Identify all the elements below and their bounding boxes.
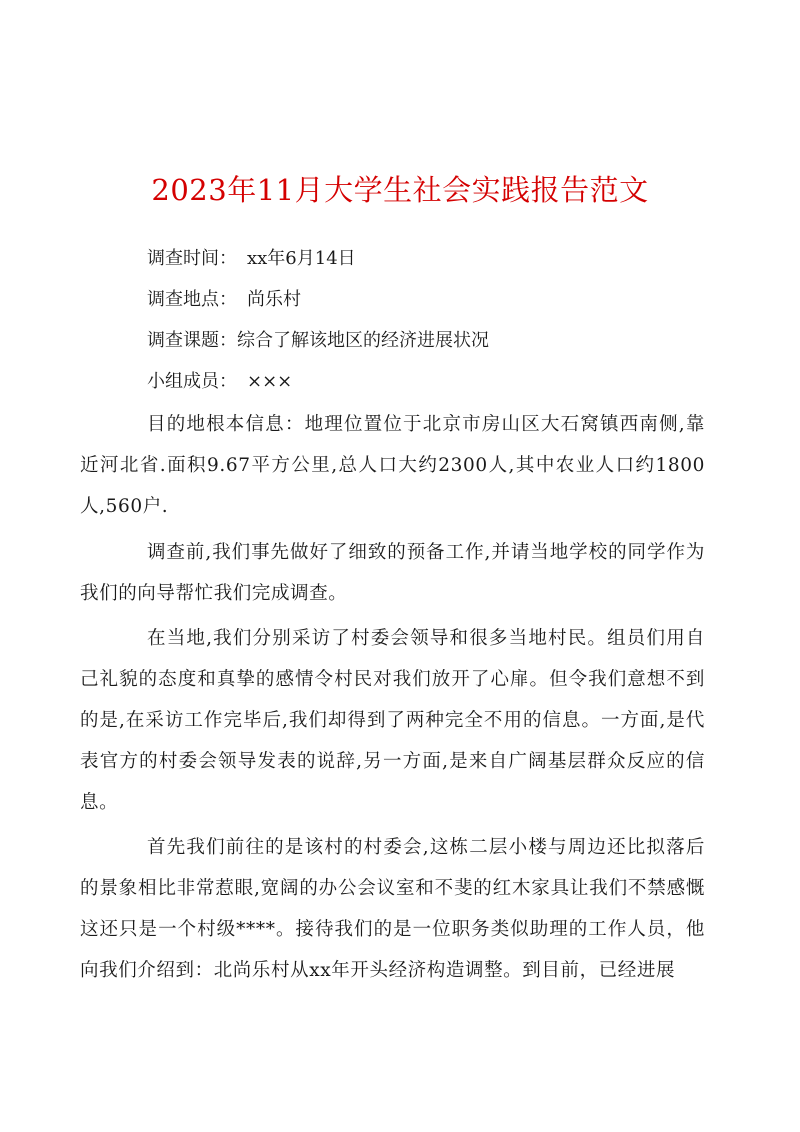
meta-place-label: 调查地点： (147, 289, 237, 310)
paragraph-location: 目的地根本信息：地理位置位于北京市房山区大石窝镇西南侧,靠近河北省.面积9.67平方公里,总人口大约2300人,其中农业人口约1800人,560户. (80, 414, 705, 517)
paragraph-village-committee: 首先我们前往的是该村的村委会,这栋二层小楼与周边还比拟落后的景象相比非常惹眼,宽阔的办公会议室和不斐的红木家具让我们不禁感慨这还只是一个村级****。接待我们的是一位职务类似助理的工作人员，他向我们介绍到：北尚乐村从xx年开头经济构造调整。到目前，已经进展 (80, 837, 705, 981)
meta-topic (147, 329, 489, 353)
meta-place (147, 288, 301, 312)
meta-time-label: 调查时间： (147, 248, 237, 269)
meta-members (147, 370, 292, 394)
meta-topic-label: 调查课题： (147, 330, 237, 351)
meta-topic-value: 综合了解该地区的经济进展状况 (237, 330, 489, 351)
meta-place-value: 尚乐村 (247, 289, 301, 310)
meta-time-value: xx年6月14日 (247, 248, 356, 269)
paragraph-preparation: 调查前,我们事先做好了细致的预备工作,并请当地学校的同学作为我们的向导帮忙我们完成调查。 (80, 542, 705, 604)
meta-members-label: 小组成员： (147, 371, 237, 392)
paragraph-interviews: 在当地,我们分别采访了村委会领导和很多当地村民。组员们用自己礼貌的态度和真挚的感情令村民对我们放开了心扉。但令我们意想不到的是,在采访工作完毕后,我们却得到了两种完全不用的信息。一方面,是代表官方的村委会领导发表的说辞,另一方面,是来自广阔基层群众反应的信息。 (80, 628, 705, 813)
document-title: 2023年11月大学生社会实践报告范文 (151, 173, 649, 207)
meta-time (147, 247, 356, 271)
meta-members-value: ××× (247, 371, 293, 392)
